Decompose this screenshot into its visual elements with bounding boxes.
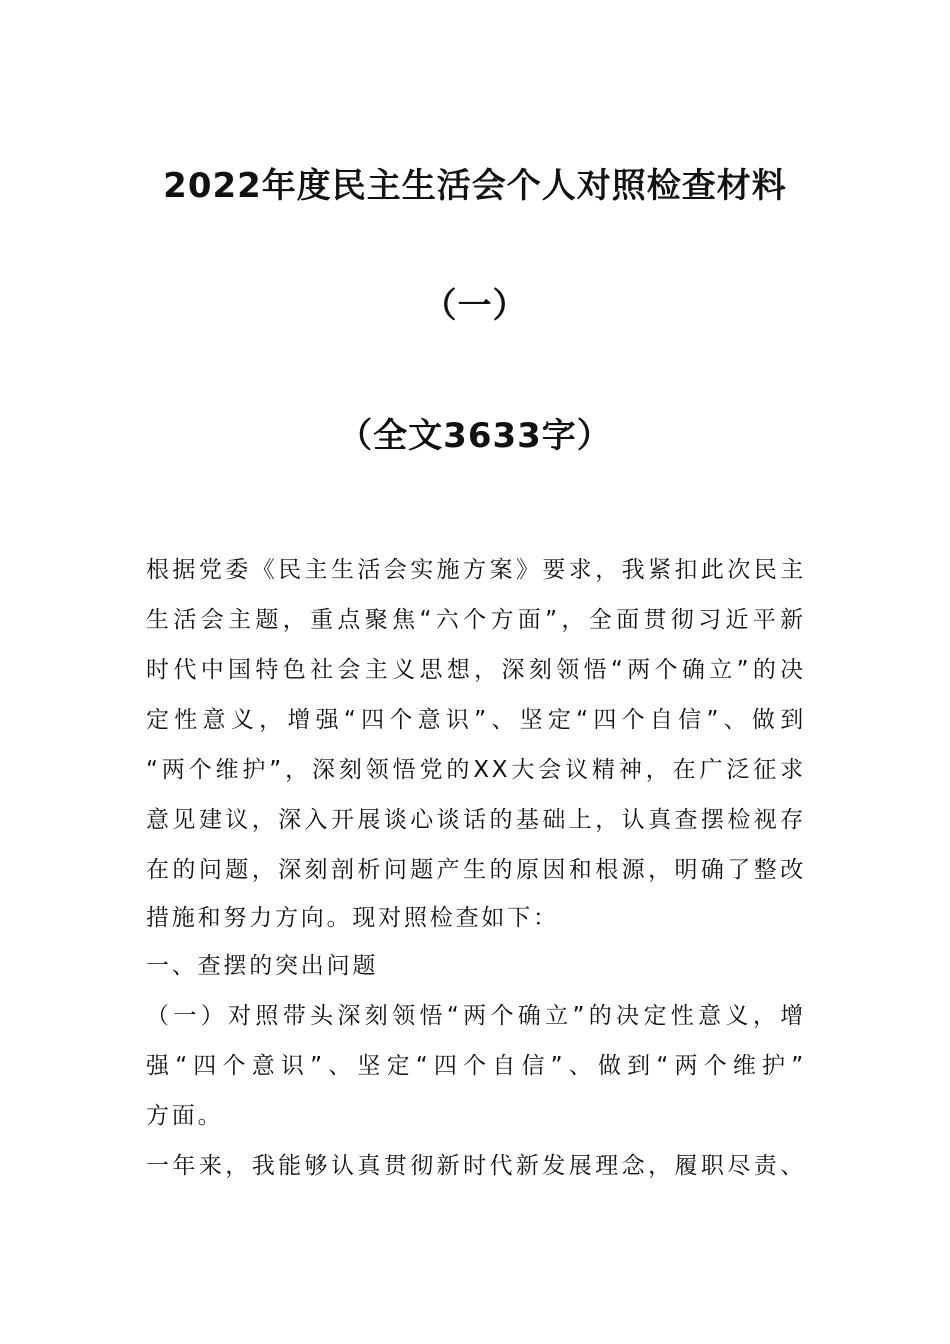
body-line: 措施和努力方向。现对照检查如下： <box>146 905 559 931</box>
body-line: 定性意义，增强“四个意识”、坚定“四个自信”、做到 <box>146 707 806 733</box>
subsection-heading: （一）对照带头深刻领悟“两个确立”的决定性意义，增 <box>146 1003 806 1029</box>
subsection-heading: 强“四个意识”、坚定“四个自信”、做到“两个维护” <box>146 1053 806 1079</box>
body-line: 在的问题，深刻剖析问题产生的原因和根源，明确了整改 <box>146 857 806 883</box>
subsection-heading: 方面。 <box>146 1103 224 1129</box>
body-line: 生活会主题，重点聚焦“六个方面”，全面贯彻习近平新 <box>146 607 806 633</box>
word-count: （全文3633字） <box>338 416 612 456</box>
body-line: “两个维护”，深刻领悟党的XX大会议精神，在广泛征求 <box>146 757 806 783</box>
document-subtitle: （一） <box>422 286 528 326</box>
body-line: 意见建议，深入开展谈心谈话的基础上，认真查摆检视存 <box>146 807 806 833</box>
document-title: 2022年度民主生活会个人对照检查材料 <box>163 166 787 206</box>
body-line: 一年来，我能够认真贯彻新时代新发展理念，履职尽责、 <box>146 1153 806 1179</box>
body-line: 根据党委《民主生活会实施方案》要求，我紧扣此次民主 <box>146 557 806 583</box>
section-heading: 一、查摆的突出问题 <box>146 953 379 979</box>
body-line: 时代中国特色社会主义思想，深刻领悟“两个确立”的决 <box>146 657 806 683</box>
